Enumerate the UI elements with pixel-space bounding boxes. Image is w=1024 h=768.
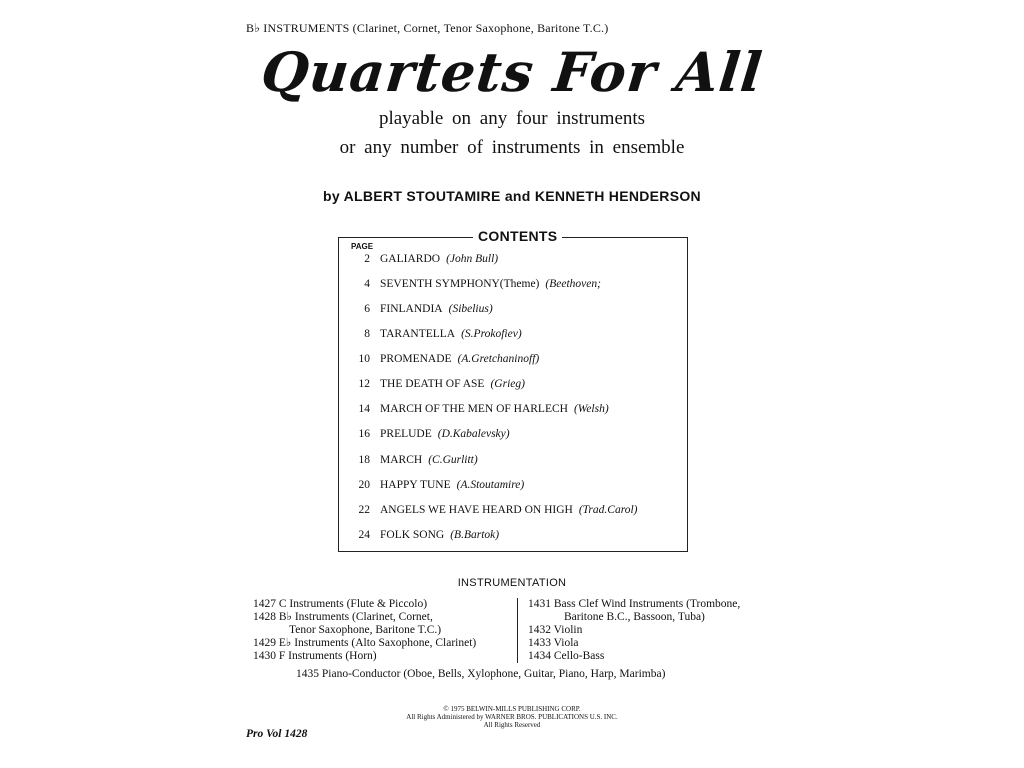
copyright-notice	[0, 705, 1024, 729]
subtitle-line-2: or any number of instruments in ensemble	[339, 137, 685, 158]
toc-title: MARCH OF THE MEN OF HARLECH	[380, 403, 568, 415]
toc-title: FOLK SONG	[380, 529, 445, 541]
toc-page-number: 8	[364, 328, 370, 340]
toc-composer: (A.Stoutamire)	[456, 479, 525, 491]
toc-row	[338, 454, 688, 470]
instrument-item: 1434 Cello-Bass	[528, 650, 605, 662]
toc-composer: (Sibelius)	[448, 303, 493, 315]
toc-composer: (B.Bartok)	[450, 529, 500, 541]
toc-composer: (D.Kabalevsky)	[437, 428, 510, 440]
byline: by ALBERT STOUTAMIRE and KENNETH HENDERSON	[323, 188, 701, 204]
toc-row	[338, 328, 688, 344]
toc-composer: (Trad.Carol)	[578, 504, 638, 516]
toc-row	[338, 479, 688, 495]
instrumentation-left-column	[253, 598, 476, 663]
copyright-line: © 1975 BELWIN-MILLS PUBLISHING CORP.	[443, 705, 581, 713]
toc-composer: (Grieg)	[490, 378, 525, 390]
piano-conductor-item: 1435 Piano-Conductor (Oboe, Bells, Xylophone, Guitar, Piano, Harp, Marimba)	[296, 668, 666, 680]
toc-page-number: 14	[358, 403, 370, 415]
toc-title: THE DEATH OF ASE	[380, 378, 485, 390]
toc-row	[338, 353, 688, 369]
toc-page-number: 18	[358, 454, 370, 466]
instrument-item: 1431 Bass Clef Wind Instruments (Trombone,	[528, 598, 741, 610]
page-title: Quartets For All	[258, 40, 766, 104]
toc-title: ANGELS WE HAVE HEARD ON HIGH	[380, 504, 573, 516]
toc-page-number: 6	[364, 303, 370, 315]
toc-title: MARCH	[380, 454, 423, 466]
toc-row	[338, 403, 688, 419]
toc-page-number: 12	[358, 378, 370, 390]
toc-composer: (Welsh)	[573, 403, 609, 415]
instrument-item: 1427 C Instruments (Flute & Piccolo)	[253, 598, 428, 610]
instrument-item-continued: Tenor Saxophone, Baritone T.C.)	[289, 624, 442, 636]
catalog-number: Pro Vol 1428	[246, 728, 308, 740]
toc-row	[338, 428, 688, 444]
instrument-item: 1428 B♭ Instruments (Clarinet, Cornet,	[253, 611, 433, 623]
instrument-item: 1429 E♭ Instruments (Alto Saxophone, Clarinet)	[253, 637, 477, 649]
instrument-label: B♭ INSTRUMENTS (Clarinet, Cornet, Tenor Saxophone, Baritone T.C.)	[246, 21, 609, 35]
toc-composer: (S.Prokofiev)	[461, 328, 522, 340]
toc-title: SEVENTH SYMPHONY(Theme)	[380, 278, 540, 290]
toc-row	[338, 504, 688, 520]
toc-composer: (John Bull)	[446, 253, 499, 265]
copyright-line: All Rights Administered by WARNER BROS. PUBLICATIONS U.S. INC.	[406, 713, 618, 721]
toc-page-number: 10	[358, 353, 370, 365]
toc-title: GALIARDO	[380, 253, 441, 265]
toc-page-number: 20	[358, 479, 370, 491]
toc-row	[338, 529, 688, 545]
instrument-item: 1430 F Instruments (Horn)	[253, 650, 377, 662]
instrumentation-divider	[517, 598, 518, 663]
toc-row	[338, 303, 688, 319]
toc-title: PROMENADE	[380, 353, 452, 365]
instrumentation-right-column	[528, 598, 740, 663]
copyright-line: All Rights Reserved	[483, 721, 541, 729]
toc-row	[338, 278, 688, 294]
instrument-item: 1432 Violin	[528, 624, 583, 636]
toc-page-number: 24	[358, 529, 370, 541]
contents-heading: CONTENTS	[473, 228, 562, 244]
toc-composer: (Beethoven;	[545, 278, 601, 290]
toc-page-number: 22	[358, 504, 370, 516]
toc-composer: (C.Gurlitt)	[428, 454, 478, 466]
toc-title: HAPPY TUNE	[380, 479, 451, 491]
instrument-item-continued: Baritone B.C., Bassoon, Tuba)	[564, 611, 705, 623]
toc-page-number: 16	[358, 428, 370, 440]
toc-page-number: 4	[364, 278, 370, 290]
page-column-label: PAGE	[351, 242, 374, 251]
toc-page-number: 2	[364, 253, 370, 265]
toc-row	[338, 378, 688, 394]
toc-row	[338, 253, 688, 269]
instrumentation-heading: INSTRUMENTATION	[457, 577, 567, 589]
toc-title: TARANTELLA	[380, 328, 456, 340]
toc-composer: (A.Gretchaninoff)	[457, 353, 540, 365]
toc-title: PRELUDE	[380, 428, 432, 440]
subtitle-line-1: playable on any four instruments	[378, 108, 646, 129]
toc-title: FINLANDIA	[380, 303, 443, 315]
instrument-item: 1433 Viola	[528, 637, 579, 649]
